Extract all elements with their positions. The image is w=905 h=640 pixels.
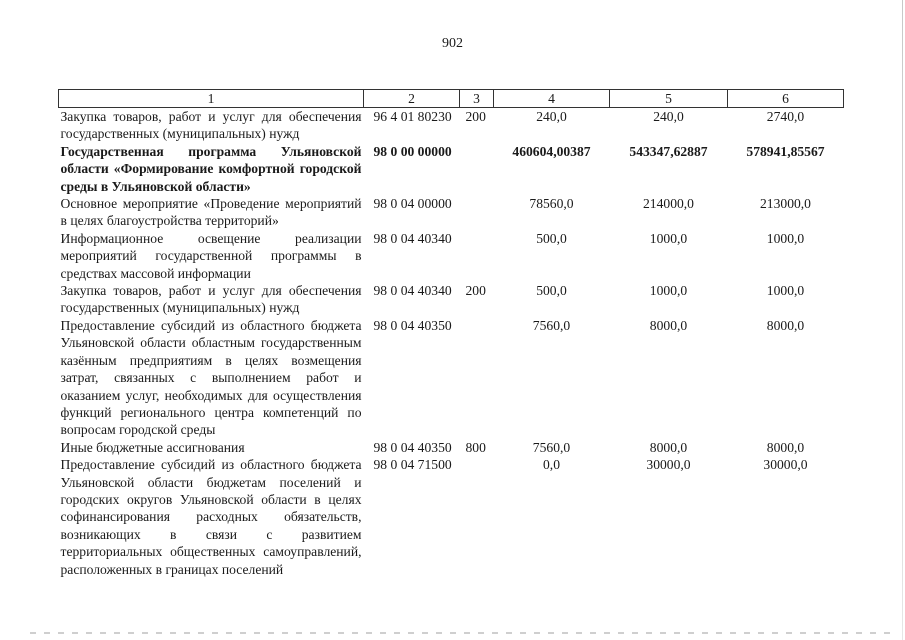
table-row xyxy=(59,282,844,317)
table-row xyxy=(59,195,844,230)
row-expense-type xyxy=(460,143,494,195)
header-col-4: 4 xyxy=(494,90,610,108)
header-col-2: 2 xyxy=(364,90,460,108)
table-row xyxy=(59,439,844,456)
row-value-5: 1000,0 xyxy=(649,283,688,299)
table-row xyxy=(59,143,844,195)
row-value-6: 30000,0 xyxy=(763,457,808,473)
row-name: Информационное освещение реализации мероприятий государственной программы в средствах массовой информации xyxy=(60,230,362,281)
row-name: Государственная программа Ульяновской области «Формирование комфортной городской среды в Ульяновской области» xyxy=(60,143,362,194)
row-value-4: 500,0 xyxy=(536,283,567,299)
header-col-1: 1 xyxy=(59,90,364,108)
row-name: Основное мероприятие «Проведение мероприятий в целях благоустройства территорий» xyxy=(60,196,362,229)
row-expense-type xyxy=(460,456,494,578)
row-name: Предоставление субсидий из областного бюджета Ульяновской области бюджетам поселений и городских округов Ульяновской области в целях софинансирования расходных обязательств, возникающих в связи с развитием территориальных общественных самоуправлений, расположенных в границах поселений xyxy=(60,457,362,577)
row-value-6: 8000,0 xyxy=(766,439,805,455)
table-row xyxy=(59,108,844,143)
row-expense-type: 800 xyxy=(465,439,486,455)
row-value-6: 2740,0 xyxy=(766,109,805,124)
row-code: 98 0 04 40340 xyxy=(373,283,452,299)
row-value-5: 8000,0 xyxy=(649,317,688,333)
row-value-6: 8000,0 xyxy=(766,317,805,333)
row-value-5: 214000,0 xyxy=(643,196,694,212)
row-name: Закупка товаров, работ и услуг для обеспечения государственных (муниципальных) нужд xyxy=(60,283,362,316)
table-row xyxy=(59,317,844,439)
row-name: Предоставление субсидий из областного бюджета Ульяновской области областным государственным казённым предприятиям в целях возмещения затрат, связанных с выполнением работ и оказанием услуг, необходимых для осуществления функций регионального центра компетенций по вопросам городской среды xyxy=(60,317,362,438)
row-value-5: 240,0 xyxy=(653,109,684,124)
row-code: 98 0 04 40350 xyxy=(373,439,452,455)
row-expense-type: 200 xyxy=(465,283,486,299)
row-expense-type: 200 xyxy=(465,109,486,124)
row-code: 98 0 04 40350 xyxy=(373,317,452,333)
header-col-3: 3 xyxy=(460,90,494,108)
row-expense-type xyxy=(460,230,494,282)
row-code: 96 4 01 80230 xyxy=(373,109,452,124)
row-expense-type xyxy=(460,195,494,230)
table-header xyxy=(59,90,844,108)
row-name: Закупка товаров, работ и услуг для обеспечения государственных (муниципальных) нужд xyxy=(60,109,362,142)
row-value-4: 78560,0 xyxy=(529,196,574,212)
budget-table xyxy=(58,89,844,578)
row-value-4: 240,0 xyxy=(536,109,567,124)
header-col-6: 6 xyxy=(728,90,844,108)
row-value-6: 1000,0 xyxy=(766,230,805,246)
row-value-4: 460604,00387 xyxy=(512,143,591,159)
row-value-5: 30000,0 xyxy=(646,457,691,473)
header-col-5: 5 xyxy=(610,90,728,108)
row-value-5: 8000,0 xyxy=(649,439,688,455)
row-value-4: 7560,0 xyxy=(532,317,571,333)
row-value-4: 7560,0 xyxy=(532,439,571,455)
row-value-4: 500,0 xyxy=(536,230,567,246)
row-code: 98 0 04 00000 xyxy=(373,196,452,212)
row-value-5: 543347,62887 xyxy=(629,143,708,159)
scan-artifact xyxy=(30,632,890,634)
row-value-6: 1000,0 xyxy=(766,283,805,299)
header-row xyxy=(59,90,844,108)
row-value-4: 0,0 xyxy=(543,457,560,473)
row-value-5: 1000,0 xyxy=(649,230,688,246)
page-number: 902 xyxy=(442,36,463,51)
row-name: Иные бюджетные ассигнования xyxy=(60,439,245,455)
row-code: 98 0 04 71500 xyxy=(373,457,452,473)
table-body xyxy=(59,108,844,578)
table-row xyxy=(59,456,844,578)
table-row xyxy=(59,230,844,282)
row-code: 98 0 04 40340 xyxy=(373,230,452,246)
row-code: 98 0 00 00000 xyxy=(373,143,452,159)
row-value-6: 213000,0 xyxy=(760,196,811,212)
scan-edge xyxy=(902,0,903,640)
row-value-6: 578941,85567 xyxy=(746,143,825,159)
row-expense-type xyxy=(460,317,494,439)
